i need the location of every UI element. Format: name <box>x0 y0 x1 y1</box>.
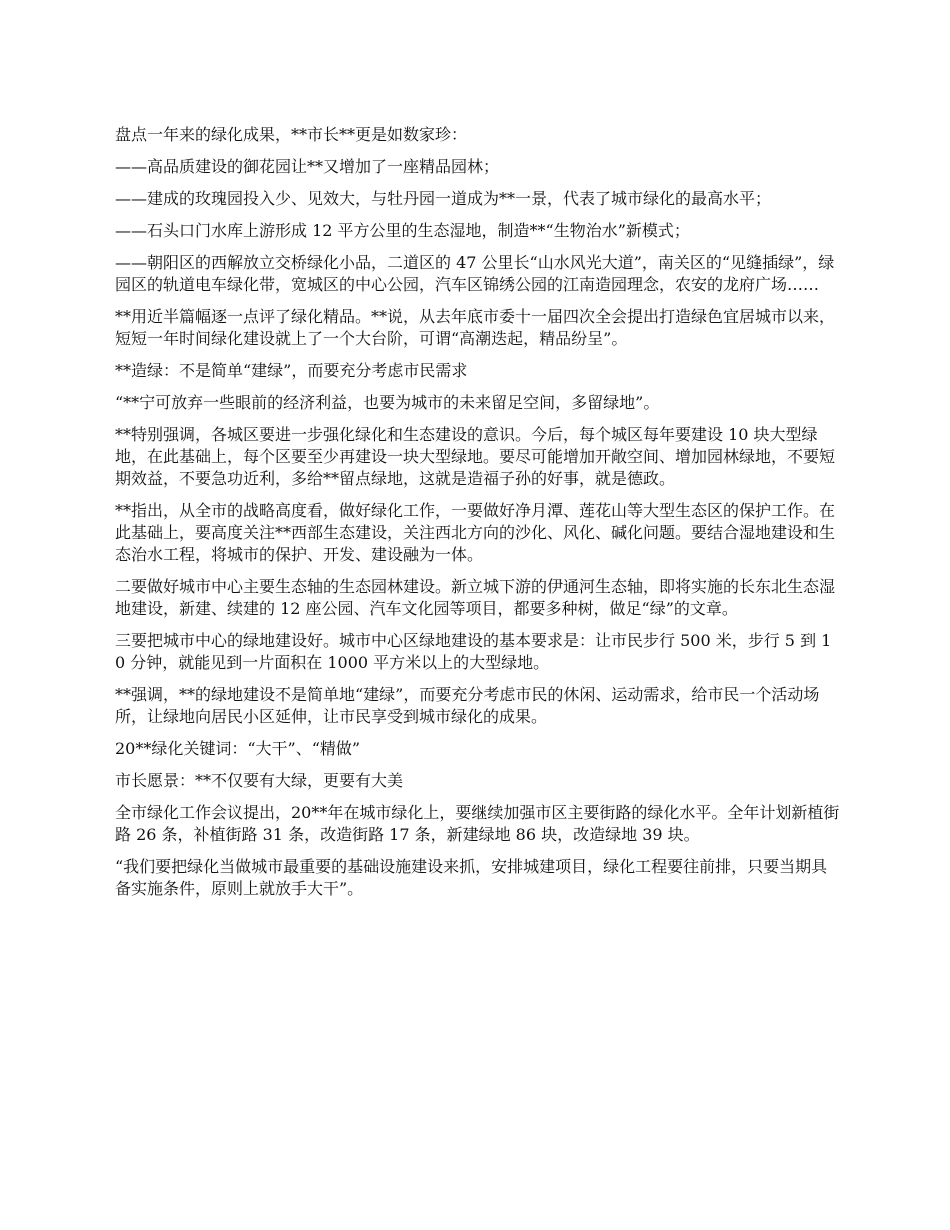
paragraph-8: “**宁可放弃一些眼前的经济利益，也要为城市的未来留足空间，多留绿地”。 <box>115 393 660 412</box>
paragraph-2: ——高品质建设的御花园让**又增加了一座精品园林； <box>115 157 500 176</box>
paragraph-9: **特别强调，各城区要进一步强化绿化和生态建设的意识。今后，每个城区每年要建设 10 块大型绿地，在此基础上，每个区要至少再建设一块大型绿地。要尽可能增加开敞空间、增加园林绿地，不要短期效益，不要急功近利，多给**留点绿地，这就是造福子孙的好事，就是德政。 <box>115 425 836 488</box>
section-heading-1: **造绿：不是简单“建绿”，而要充分考虑市民需求 <box>115 361 468 380</box>
paragraph-1: 盘点一年来的绿化成果，**市长**更是如数家珍： <box>115 125 468 144</box>
document-body <box>115 124 840 910</box>
paragraph-11: 二要做好城市中心主要生态轴的生态园林建设。新立城下游的伊通河生态轴，即将实施的长东北生态湿地建设，新建、续建的 12 座公园、汽车文化园等项目，都要多种树，做足“绿”的文章。 <box>115 577 836 618</box>
paragraph-12: 三要把城市中心的绿地建设好。城市中心区绿地建设的基本要求是：让市民步行 500 米，步行 5 到 10 分钟，就能见到一片面积在 1000 平方米以上的大型绿地。 <box>115 631 832 672</box>
paragraph-5: ——朝阳区的西解放立交桥绿化小品，二道区的 47 公里长“山水风光大道”，南关区的“见缝插绿”，绿园区的轨道电车绿化带，宽城区的中心公园，汽车区锦绣公园的江南造园理念，农安的龙府广场…… <box>115 253 835 294</box>
paragraph-13: **强调，**的绿地建设不是简单地“建绿”，而要充分考虑市民的休闲、运动需求，给市民一个活动场所，让绿地向居民小区延伸，让市民享受到城市绿化的成果。 <box>115 685 820 726</box>
paragraph-10: **指出，从全市的战略高度看，做好绿化工作，一要做好净月潭、莲花山等大型生态区的保护工作。在此基础上，要高度关注**西部生态建设，关注西北方向的沙化、风化、碱化问题。要结合湿地建设和生态治水工程，将城市的保护、开发、建设融为一体。 <box>115 501 836 564</box>
section-heading-2: 20**绿化关键词：“大干”、“精做” <box>115 739 361 758</box>
paragraph-16: 全市绿化工作会议提出，20**年在城市绿化上，要继续加强市区主要街路的绿化水平。全年计划新植街路 26 条，补植街路 31 条，改造街路 17 条，新建绿地 86 块，改造绿地 39 块。 <box>115 803 840 844</box>
paragraph-6: **用近半篇幅逐一点评了绿化精品。**说，从去年底市委十一届四次全会提出打造绿色宜居城市以来，短短一年时间绿化建设就上了一个大台阶，可谓“高潮迭起，精品纷呈”。 <box>115 307 836 348</box>
section-heading-3: 市长愿景：**不仅要有大绿，更要有大美 <box>115 771 404 790</box>
paragraph-3: ——建成的玫瑰园投入少、见效大，与牡丹园一道成为**一景，代表了城市绿化的最高水平； <box>115 189 772 208</box>
paragraph-4: ——石头口门水库上游形成 12 平方公里的生态湿地，制造**“生物治水”新模式； <box>115 221 690 240</box>
paragraph-17: “我们要把绿化当做城市最重要的基础设施建设来抓，安排城建项目，绿化工程要往前排，只要当期具备实施条件，原则上就放手大干”。 <box>115 857 828 898</box>
